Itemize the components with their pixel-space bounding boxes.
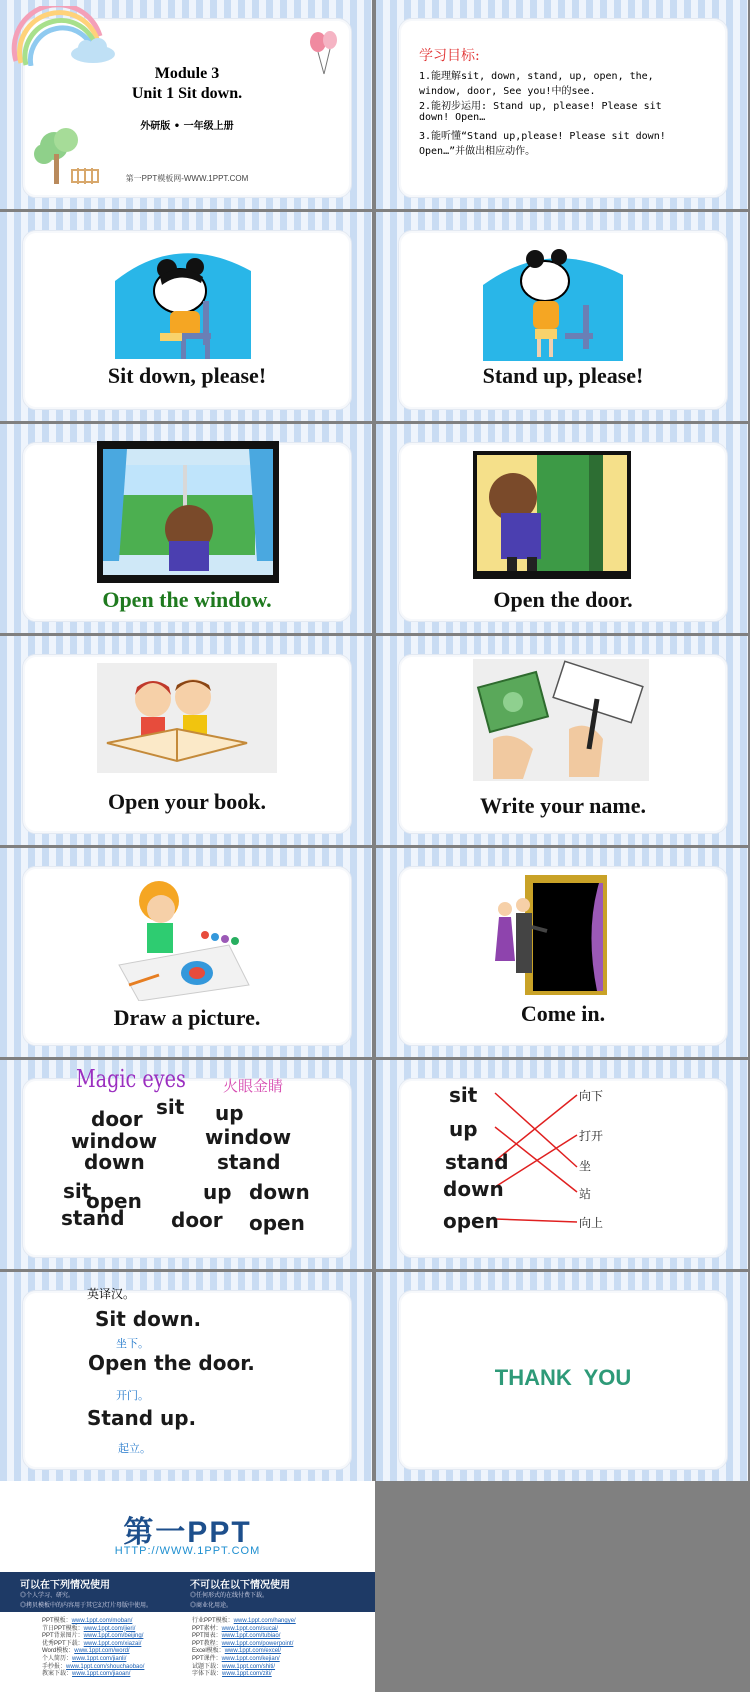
link-row[interactable]: PPT教程：www.1ppt.com/powerpoint/ xyxy=(192,1640,294,1647)
module-title: Module 3 xyxy=(154,65,220,82)
scrambled-word: window xyxy=(71,1129,158,1153)
link-row[interactable]: 字体下载：www.1ppt.com/ziti/ xyxy=(192,1671,272,1678)
window-illustration xyxy=(97,441,279,583)
link-row[interactable]: PPT图表：www.1ppt.com/tubiao/ xyxy=(192,1633,281,1640)
objective-line: 1.能理解sit, down, stand, up, open, the, xyxy=(419,71,654,82)
balloons-icon xyxy=(306,30,342,76)
scrambled-word: window xyxy=(205,1125,292,1149)
slide-card xyxy=(398,1290,728,1470)
cannot-use-item: ◎任何形式的在线付费下载。 xyxy=(190,1593,269,1599)
caption: Stand up, please! xyxy=(482,363,644,388)
cannot-use-title: 不可以在以下情况使用 xyxy=(190,1580,290,1591)
links-right xyxy=(192,1618,362,1679)
scrambled-word: down xyxy=(84,1150,145,1174)
link-row[interactable]: 个人简历：www.1ppt.com/jianli/ xyxy=(42,1655,127,1662)
slide-title[interactable] xyxy=(0,0,372,209)
link-row[interactable]: 试题下载：www.1ppt.com/shiti/ xyxy=(192,1663,276,1670)
objective-line: 3.能听懂“Stand up,please! Please sit down! xyxy=(419,131,666,142)
slide-open-book[interactable] xyxy=(0,636,372,845)
cloud-icon xyxy=(68,38,118,64)
slide-objectives[interactable] xyxy=(376,0,748,209)
magic-eyes-title: Magic eyes xyxy=(76,1065,186,1093)
chinese-meaning: 站 xyxy=(579,1187,592,1201)
can-use-item: ◎个人学习、研究。 xyxy=(20,1593,75,1599)
chinese-meaning: 坐 xyxy=(579,1159,592,1173)
credit-text: 第一PPT模板网-WWW.1PPT.COM xyxy=(125,174,249,183)
chinese-translation: 坐下。 xyxy=(116,1338,149,1350)
boy-drawing-illustration xyxy=(109,875,255,1001)
chinese-translation: 起立。 xyxy=(118,1443,151,1455)
objectives-heading: 学习目标: xyxy=(419,48,480,64)
door-illustration xyxy=(473,451,631,579)
girl-standing-illustration xyxy=(479,237,625,361)
slide-stand-up[interactable] xyxy=(376,212,748,421)
caption: Draw a picture. xyxy=(113,1005,261,1030)
slide-matching[interactable] xyxy=(376,1060,748,1269)
magic-eyes-title-cn: 火眼金睛 xyxy=(223,1078,284,1095)
scrambled-word: sit xyxy=(156,1095,185,1119)
writing-check-illustration xyxy=(473,659,649,781)
scrambled-word: open xyxy=(249,1211,305,1235)
can-use-title: 可以在下列情况使用 xyxy=(20,1580,110,1591)
translate-heading: 英译汉。 xyxy=(87,1287,136,1301)
site-url[interactable]: HTTP://WWW.1PPT.COM xyxy=(114,1545,261,1557)
doorway-illustration xyxy=(489,871,611,999)
slide-card xyxy=(398,1078,728,1258)
slide-come-in[interactable] xyxy=(376,848,748,1057)
slide-footer[interactable] xyxy=(0,1481,375,1692)
link-row[interactable]: 教案下载：www.1ppt.com/jiaoan/ xyxy=(42,1671,131,1678)
thank-you-text: THANK YOU xyxy=(494,1365,632,1390)
slide-thank-you[interactable] xyxy=(376,1272,748,1481)
slide-card xyxy=(22,442,352,622)
tree-icon xyxy=(32,126,102,188)
caption: Open the window. xyxy=(102,587,272,612)
slide-card xyxy=(398,654,728,834)
slide-open-window[interactable] xyxy=(0,424,372,633)
slide-draw-picture[interactable] xyxy=(0,848,372,1057)
usage-panel xyxy=(0,1572,375,1612)
caption: Open your book. xyxy=(108,789,266,814)
link-row[interactable]: Excel模板：www.1ppt.com/excel/ xyxy=(192,1648,282,1655)
slide-card xyxy=(398,866,728,1046)
slide-card xyxy=(22,1287,352,1470)
caption: Sit down, please! xyxy=(107,363,267,388)
slide-card xyxy=(22,866,352,1046)
caption: Write your name. xyxy=(480,793,646,818)
objective-line: window, door, See you!中的see. xyxy=(419,86,596,97)
link-row[interactable]: 优秀PPT下载：www.1ppt.com/xiazai/ xyxy=(42,1640,142,1647)
link-row[interactable]: PPT素材：www.1ppt.com/sucai/ xyxy=(192,1625,279,1632)
slide-card xyxy=(398,442,728,622)
scrambled-word: open xyxy=(86,1189,142,1213)
link-row[interactable]: 手抄报：www.1ppt.com/shouchaobao/ xyxy=(42,1663,145,1670)
chinese-meaning: 向下 xyxy=(579,1089,604,1103)
can-use-item: ◎拷贝模板中的内容用于其它幻灯片母版中使用。 xyxy=(20,1603,153,1609)
english-word: sit xyxy=(449,1083,478,1107)
chinese-meaning: 打开 xyxy=(579,1129,604,1143)
slide-card xyxy=(398,18,728,198)
link-row[interactable]: PPT课件：www.1ppt.com/kejian/ xyxy=(192,1655,280,1662)
english-word: stand xyxy=(445,1150,509,1174)
cannot-use-item: ◎商业化用途。 xyxy=(190,1603,233,1609)
objective-line: Open…”并做出相应动作。 xyxy=(419,146,536,157)
scrambled-word: stand xyxy=(217,1150,281,1174)
objective-line: down! Open… xyxy=(419,112,486,123)
link-row[interactable]: PPT背景图片：www.1ppt.com/beijing/ xyxy=(42,1633,144,1640)
english-word: down xyxy=(443,1177,504,1201)
slide-card xyxy=(22,1065,352,1258)
scrambled-word: sit xyxy=(63,1179,92,1203)
chinese-meaning: 向上 xyxy=(579,1216,604,1230)
site-logo: 第一PPT xyxy=(123,1516,252,1549)
scrambled-word: up xyxy=(215,1101,244,1125)
unit-title: Unit 1 Sit down. xyxy=(131,85,243,102)
links-left xyxy=(42,1618,192,1679)
caption: Open the door. xyxy=(493,587,633,612)
slide-magic-eyes[interactable] xyxy=(0,1060,372,1269)
link-row[interactable]: 行业PPT模板：www.1ppt.com/hangye/ xyxy=(192,1618,296,1624)
slide-translate[interactable] xyxy=(0,1272,372,1481)
chinese-translation: 开门。 xyxy=(116,1390,149,1402)
english-sentence: Stand up. xyxy=(87,1406,197,1430)
english-sentence: Open the door. xyxy=(88,1351,255,1375)
slide-sit-down[interactable] xyxy=(0,212,372,421)
slide-open-door[interactable] xyxy=(376,424,748,633)
caption: Come in. xyxy=(520,1001,606,1026)
slide-card xyxy=(398,230,728,410)
slide-card xyxy=(22,230,352,410)
kids-reading-illustration xyxy=(97,663,277,773)
scrambled-word: up xyxy=(203,1180,232,1204)
edition-label: 外研版 • 一年级上册 xyxy=(140,121,234,132)
scrambled-word: door xyxy=(91,1107,143,1131)
scrambled-word: stand xyxy=(61,1206,125,1230)
girl-sitting-illustration xyxy=(105,241,251,359)
scrambled-word: down xyxy=(249,1180,310,1204)
slide-card xyxy=(22,654,352,834)
english-sentence: Sit down. xyxy=(95,1307,202,1331)
english-word: up xyxy=(449,1117,478,1141)
english-word: open xyxy=(443,1209,499,1233)
objective-line: 2.能初步运用: Stand up, please! Please sit xyxy=(419,101,662,112)
scrambled-word: door xyxy=(171,1208,223,1232)
link-row[interactable]: PPT模板：www.1ppt.com/moban/ xyxy=(42,1618,133,1624)
slide-write-name[interactable] xyxy=(376,636,748,845)
link-row[interactable]: Word模板：www.1ppt.com/word/ xyxy=(42,1648,130,1655)
link-row[interactable]: 节日PPT模板：www.1ppt.com/jieri/ xyxy=(42,1625,136,1632)
